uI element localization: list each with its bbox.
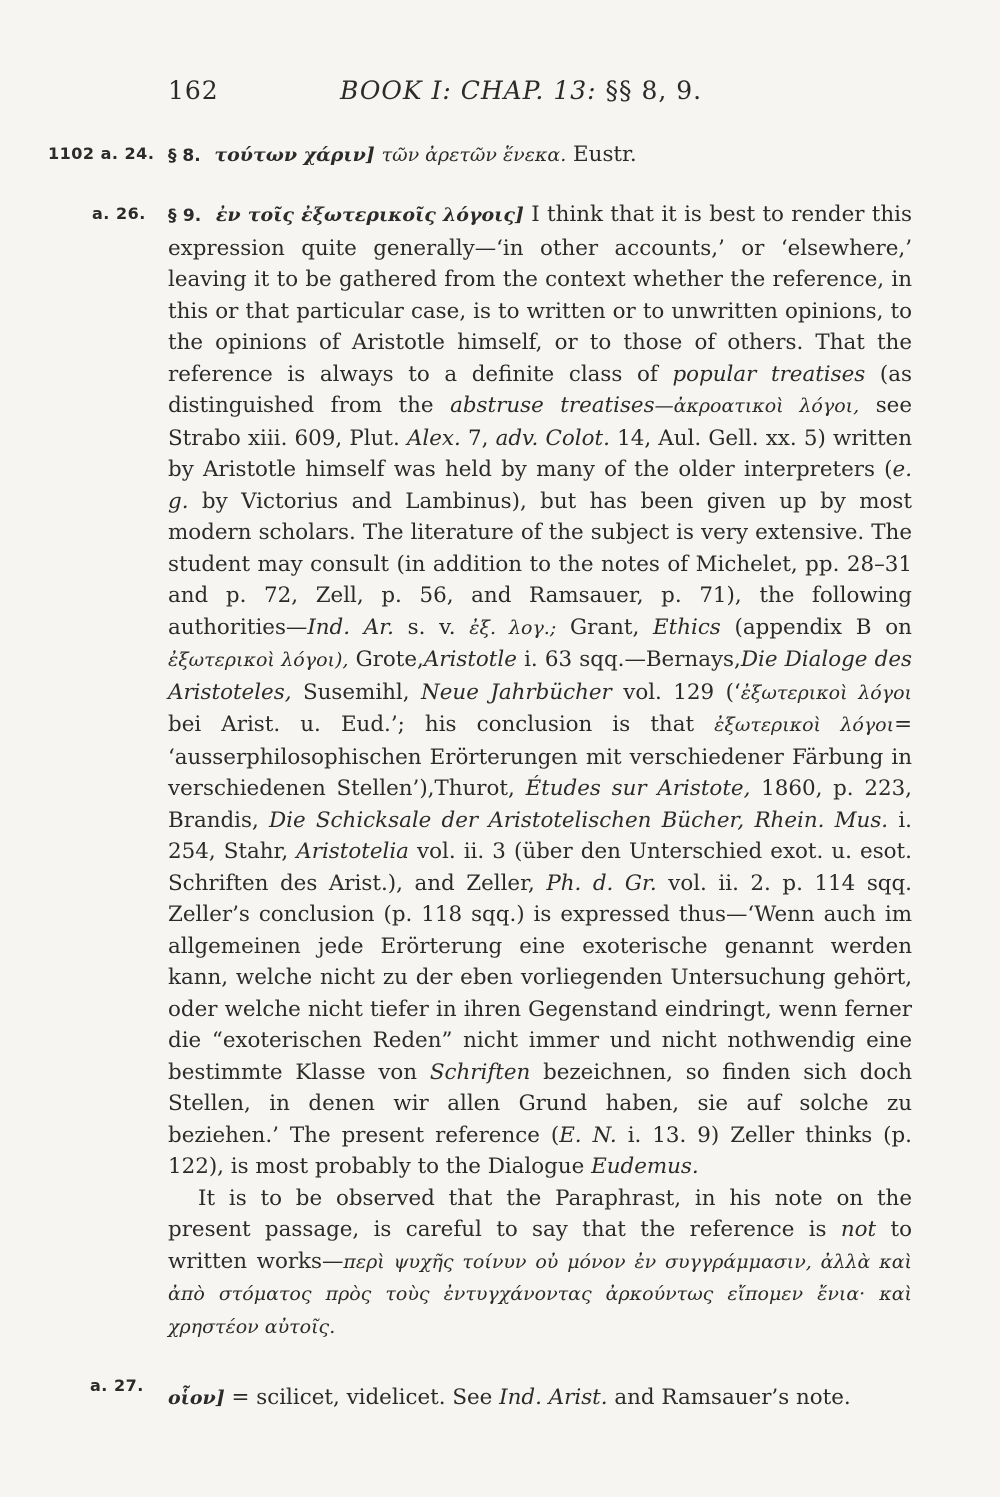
text-run: vol. ii. 3 (über den Unterschied exot. u. esot. Schriften des Arist.), and Zeller, bbox=[168, 839, 912, 896]
italic-run: e. g. bbox=[168, 457, 912, 514]
lemma: τούτων χάριν] bbox=[214, 144, 375, 166]
greek-run: ἐξ. λογ.; bbox=[469, 616, 557, 639]
text-run: vol. 129 (‘ bbox=[623, 679, 741, 705]
italic-run: not bbox=[840, 1217, 877, 1242]
text-run: by Victorius and Lambinus), but has been given up by most modern scholars. The literature of the subject is very extensive. The student may consult (in addition to the notes of Michelet, pp. 28–31 and p. 72, Zell, p. 56, and Ramsauer, p. 71), the following authorities— bbox=[168, 488, 912, 640]
running-head-sections: §§ 8, 9. bbox=[605, 76, 703, 105]
text-run: 14, Aul. Gell. xx. 5) written by Aristotle himself was held by many of the older interpreters ( bbox=[168, 425, 912, 482]
note-2 bbox=[168, 199, 912, 1343]
italic-run: Alex. bbox=[406, 425, 461, 451]
italic-run: Ind. Arist. bbox=[499, 1385, 608, 1410]
text-run: bei Arist. u. Eud.’; his conclusion is that bbox=[168, 712, 695, 737]
text-run: 1860, p. 223, Brandis, bbox=[168, 776, 912, 833]
greek-run: —ἀκροατικοὶ λόγοι, bbox=[654, 395, 860, 417]
italic-run: abstruse treatises bbox=[450, 393, 655, 418]
italic-run: Eudemus. bbox=[591, 1154, 699, 1179]
running-head-title: BOOK I: CHAP. 13: bbox=[340, 76, 597, 105]
text-run: vol. ii. 2. p. 114 sqq. Zeller’s conclusion (p. 118 sqq.) is expressed thus—‘Wenn auch im allgemeinen jede Erörterung eine exoterische genannt werden kann, welche nicht zu der eben vorliegenden Untersuchung gehört, oder welche nicht tiefer in ihren Gegenstand eindringt, wenn ferner die “exoterischen Reden” nicht immer und nicht nothwendig eine bestimmte Klasse von bbox=[168, 870, 912, 1085]
text-run: Grant, bbox=[570, 614, 640, 640]
paragraph bbox=[168, 1183, 912, 1344]
text-run: i. 254, Stahr, bbox=[168, 807, 912, 864]
text-run: = scilicet, videlicet. See bbox=[231, 1385, 493, 1410]
italic-run: E. N. bbox=[559, 1122, 617, 1148]
lemma: ἐν τοῖς ἐξωτερικοῖς λόγοις] bbox=[215, 204, 524, 226]
italic-run: Aristotle bbox=[423, 647, 517, 672]
running-head bbox=[340, 76, 702, 105]
note-reference: a. 26. bbox=[92, 204, 146, 223]
text-run: bezeichnen, so finden sich doch Stellen, in denen wir allen Grund haben, sie auf solche zu beziehen.’ The present reference ( bbox=[168, 1059, 912, 1148]
text-run: (appendix B on bbox=[734, 614, 912, 640]
italic-run: popular treatises bbox=[672, 361, 866, 387]
text-run: It is to be observed that the Paraphrast, in his note on the present passage, is careful to say that the reference is bbox=[168, 1185, 912, 1242]
text-run: and Ramsauer’s note. bbox=[614, 1385, 851, 1410]
text-run: see Strabo xiii. 609, Plut. bbox=[168, 393, 912, 451]
text-run: i. 13. 9) Zeller thinks (p. 122), is most probably to the Dialogue bbox=[168, 1122, 912, 1179]
text-run: = ‘ausserphilosophischen Erörterungen mit verschiedener Färbung in verschiedenen Stellen’),Thurot, bbox=[168, 712, 912, 801]
italic-run: Études sur Aristote, bbox=[525, 776, 751, 801]
note-1 bbox=[168, 139, 912, 173]
text-run: Susemihl, bbox=[302, 679, 410, 705]
italic-run: Die Schicksale der Aristotelischen Bücher, Rhein. Mus. bbox=[269, 807, 889, 833]
text-run: I think that it is best to render this expression quite generally—‘in other accounts,’ or ‘elsewhere,’ leaving it to be gathered from the context whether the reference, in this or that particular case, is to written or to unwritten opinions, to the opinions of Aristotle himself, or to those of others. That the reference is always to a definite class of bbox=[168, 202, 912, 387]
text-run: s. v. bbox=[407, 614, 456, 640]
italic-run: Aristotelia bbox=[296, 839, 409, 864]
section-mark: § 9. bbox=[168, 206, 202, 226]
text-run: (as distinguished from the bbox=[168, 361, 912, 418]
text-run: 7, bbox=[467, 425, 489, 451]
italic-run: Ethics bbox=[653, 614, 721, 640]
note-reference: a. 27. bbox=[90, 1376, 144, 1395]
text-run: to written works— bbox=[168, 1217, 912, 1274]
note-text: Eustr. bbox=[573, 142, 637, 167]
greek-run: ἐξωτερικοὶ λόγοι bbox=[714, 714, 895, 736]
greek-quotation: περὶ ψυχῆς τοίνυν οὐ μόνον ἐν συγγράμμασιν, ἀλλὰ καὶ ἀπὸ στόματος πρὸς τοὺς ἐντυγχάνοντας ἀρκούντως εἴπομεν ἔνια· καὶ χρηστέον αὐτοῖς. bbox=[168, 1250, 913, 1338]
text-run: i. 63 sqq.—Bernays, bbox=[524, 647, 741, 672]
section-mark: § 8. bbox=[168, 146, 201, 166]
note-3 bbox=[168, 1382, 912, 1415]
note-reference: 1102 a. 24. bbox=[48, 144, 155, 163]
greek-gloss: τῶν ἀρετῶν ἕνεκα. bbox=[381, 144, 567, 166]
greek-run: ἐξωτερικοὶ λόγοι), bbox=[168, 649, 349, 671]
greek-run: ἐξωτερικοὶ λόγοι bbox=[740, 681, 912, 704]
italic-run: Schriften bbox=[429, 1059, 531, 1085]
italic-run: Neue Jahrbücher bbox=[421, 679, 612, 705]
lemma: οἷον] bbox=[168, 1387, 225, 1409]
paragraph bbox=[168, 199, 912, 1183]
page-number: 162 bbox=[168, 76, 219, 105]
text-run: Grote, bbox=[355, 647, 424, 672]
page-header bbox=[168, 76, 908, 116]
italic-run: Die Dialoge des Aristoteles, bbox=[168, 647, 912, 705]
italic-run: Ph. d. Gr. bbox=[546, 870, 657, 896]
italic-run: Ind. Ar. bbox=[307, 614, 394, 640]
italic-run: adv. Colot. bbox=[495, 425, 610, 451]
